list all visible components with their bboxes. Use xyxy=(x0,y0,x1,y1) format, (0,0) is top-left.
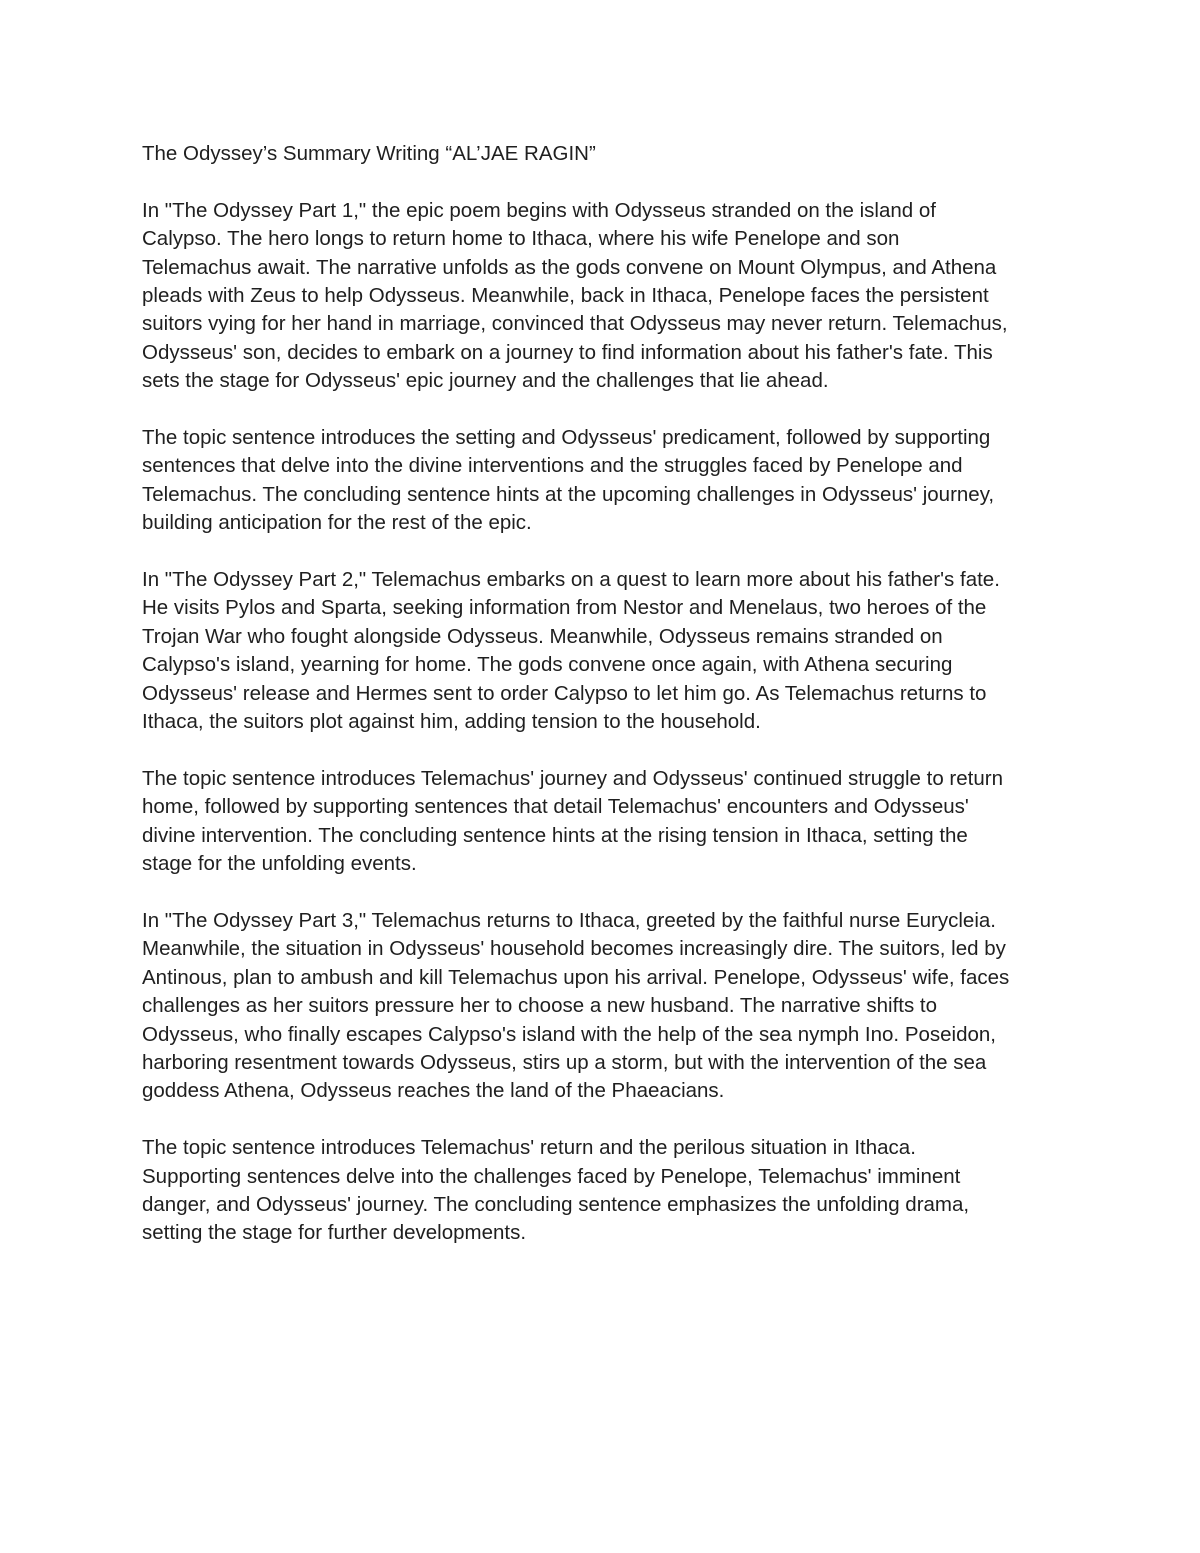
paragraph-list xyxy=(142,197,1072,1248)
paragraph-4 xyxy=(142,765,1072,879)
text-line: home, followed by supporting sentences that detail Telemachus' encounters and Odysseus' xyxy=(142,795,969,819)
text-line: sets the stage for Odysseus' epic journey and the challenges that lie ahead. xyxy=(142,369,829,393)
paragraph-6 xyxy=(142,1134,1072,1248)
paragraph-3 xyxy=(142,566,1072,736)
text-line: The topic sentence introduces Telemachus' return and the perilous situation in Ithaca. xyxy=(142,1136,916,1160)
text-line: stage for the unfolding events. xyxy=(142,852,417,876)
paragraph-2 xyxy=(142,424,1072,538)
text-line: In "The Odyssey Part 1," the epic poem begins with Odysseus stranded on the island of xyxy=(142,198,936,222)
text-line: suitors vying for her hand in marriage, convinced that Odysseus may never return. Telemachus, xyxy=(142,312,1008,336)
text-line: harboring resentment towards Odysseus, stirs up a storm, but with the intervention of the sea xyxy=(142,1050,987,1074)
document-body xyxy=(142,140,1072,1276)
text-line: Trojan War who fought alongside Odysseus. Meanwhile, Odysseus remains stranded on xyxy=(142,624,943,648)
text-line: Antinous, plan to ambush and kill Telemachus upon his arrival. Penelope, Odysseus' wife, faces xyxy=(142,965,1010,989)
text-line: goddess Athena, Odysseus reaches the land of the Phaeacians. xyxy=(142,1079,725,1103)
text-line: Odysseus' son, decides to embark on a journey to find information about his father's fate. This xyxy=(142,340,993,364)
text-line: Telemachus. The concluding sentence hints at the upcoming challenges in Odysseus' journey, xyxy=(142,482,995,506)
text-line: pleads with Zeus to help Odysseus. Meanwhile, back in Ithaca, Penelope faces the persistent xyxy=(142,284,989,308)
text-line: danger, and Odysseus' journey. The concluding sentence emphasizes the unfolding drama, xyxy=(142,1192,970,1216)
text-line: Calypso's island, yearning for home. The gods convene once again, with Athena securing xyxy=(142,653,953,677)
text-line: Ithaca, the suitors plot against him, adding tension to the household. xyxy=(142,710,761,734)
text-line: Meanwhile, the situation in Odysseus' household becomes increasingly dire. The suitors, led by xyxy=(142,937,1006,961)
text-line: sentences that delve into the divine interventions and the struggles faced by Penelope and xyxy=(142,454,963,478)
text-line: challenges as her suitors pressure her to choose a new husband. The narrative shifts to xyxy=(142,994,938,1018)
text-line: building anticipation for the rest of the epic. xyxy=(142,511,532,535)
text-line: The topic sentence introduces Telemachus' journey and Odysseus' continued struggle to return xyxy=(142,766,1003,790)
text-line: Odysseus' release and Hermes sent to order Calypso to let him go. As Telemachus returns to xyxy=(142,681,987,705)
paragraph-1 xyxy=(142,197,1072,396)
paragraph-5 xyxy=(142,907,1072,1106)
text-line: setting the stage for further developments. xyxy=(142,1221,527,1245)
text-line: In "The Odyssey Part 2," Telemachus embarks on a quest to learn more about his father's fate. xyxy=(142,568,1000,592)
text-line: divine intervention. The concluding sentence hints at the rising tension in Ithaca, setting the xyxy=(142,823,968,847)
document-title: The Odyssey’s Summary Writing “AL’JAE RAGIN” xyxy=(142,142,596,165)
text-line: Calypso. The hero longs to return home to Ithaca, where his wife Penelope and son xyxy=(142,227,900,251)
text-line: In "The Odyssey Part 3," Telemachus returns to Ithaca, greeted by the faithful nurse Eurycleia. xyxy=(142,908,996,932)
text-line: The topic sentence introduces the setting and Odysseus' predicament, followed by supporting xyxy=(142,426,991,450)
text-line: Telemachus await. The narrative unfolds as the gods convene on Mount Olympus, and Athena xyxy=(142,255,997,279)
text-line: Odysseus, who finally escapes Calypso's island with the help of the sea nymph Ino. Poseidon, xyxy=(142,1022,997,1046)
text-line: Supporting sentences delve into the challenges faced by Penelope, Telemachus' imminent xyxy=(142,1164,961,1188)
text-line: He visits Pylos and Sparta, seeking information from Nestor and Menelaus, two heroes of the xyxy=(142,596,987,620)
